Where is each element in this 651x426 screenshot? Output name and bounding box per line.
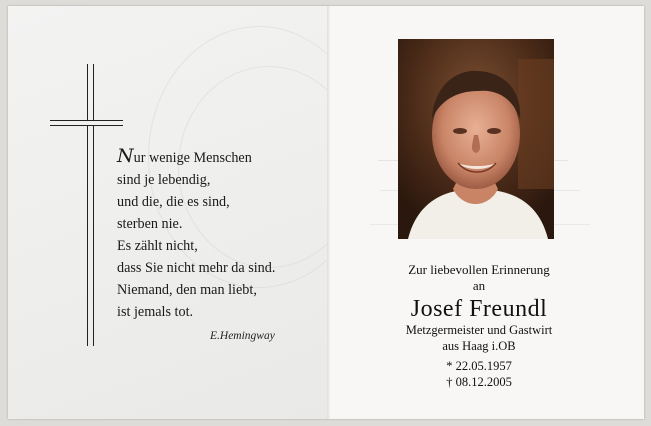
- poem-line: Niemand, den man liebt,: [117, 282, 257, 298]
- death-date: † 08.12.2005: [446, 375, 512, 389]
- photo-portrait-icon: [398, 39, 554, 239]
- poem-line: dass Sie nicht mehr da sind.: [117, 260, 276, 276]
- portrait-photo: [398, 39, 554, 239]
- poem-line: und die, die es sind,: [117, 194, 230, 210]
- poem-line: ist jemals tot.: [117, 304, 194, 320]
- deceased-place: aus Haag i.OB: [442, 339, 516, 353]
- poem-author: E.Hemingway: [210, 330, 275, 342]
- memorial-intro-an: an: [472, 278, 486, 293]
- poem-line: sterben nie.: [117, 216, 183, 232]
- cross-horizontal-beam: [50, 120, 123, 126]
- deceased-occupation: Metzgermeister und Gastwirt: [405, 323, 553, 337]
- cross-vertical-beam: [87, 64, 94, 346]
- memorial-intro: Zur liebevollen Erinnerung: [408, 262, 550, 277]
- birth-date: * 22.05.1957: [446, 359, 512, 373]
- poem-dropcap: N: [117, 145, 134, 167]
- poem-line: Nur wenige Menschen: [117, 145, 252, 167]
- cross-joint: [88, 121, 93, 125]
- poem-line: sind je lebendig,: [117, 172, 211, 188]
- deceased-name: Josef Freundl: [410, 296, 548, 322]
- poem: [117, 147, 275, 323]
- poem-line: Es zählt nicht,: [117, 238, 198, 254]
